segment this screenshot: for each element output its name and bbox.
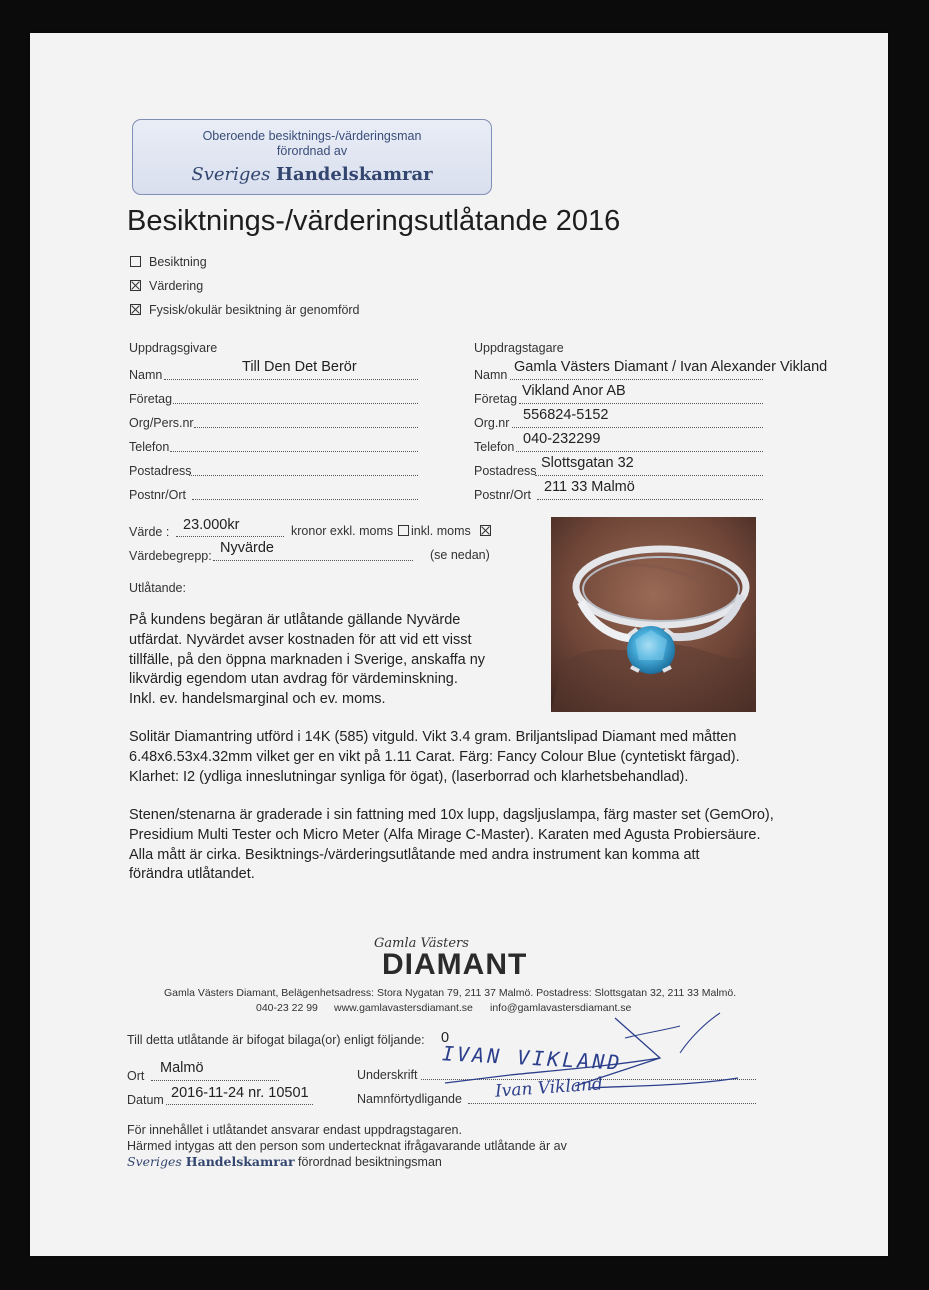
value-label: Värde : bbox=[129, 525, 170, 539]
text-line: Inkl. ev. handelsmarginal och ev. moms. bbox=[129, 691, 386, 708]
stamp-address: Gamla Västers Diamant, Belägenhetsadress: Stora Nygatan 79, 211 37 Malmö. Postadress: Slottsgatan 32, 211 33 Malmö. bbox=[164, 987, 737, 999]
certificate-sheet bbox=[30, 33, 888, 1256]
value-inkl bbox=[398, 524, 499, 538]
signature-label: Underskrift bbox=[357, 1068, 418, 1082]
place-label: Ort bbox=[127, 1069, 145, 1083]
footer-line3-tail: förordnad besiktningsman bbox=[298, 1155, 442, 1169]
printed-name-value: Ivan Vikland bbox=[494, 1074, 604, 1102]
text-line: Alla mått är cirka. Besiktnings-/värderingsutlåtande med andra instrument kan komma att bbox=[129, 846, 700, 863]
contractor-orgnr-value: 556824-5152 bbox=[523, 407, 609, 423]
footer-org-a: Sveriges bbox=[127, 1154, 182, 1169]
checked-box-icon bbox=[130, 304, 141, 315]
contractor-company-value: Vikland Anor AB bbox=[522, 383, 626, 399]
basis-note: (se nedan) bbox=[430, 548, 490, 562]
footer-org-b: Handelskamrar bbox=[185, 1154, 295, 1169]
badge-line1: Oberoende besiktnings-/värderingsman bbox=[202, 129, 422, 143]
contractor-name-line bbox=[510, 379, 763, 380]
contractor-name-value: Gamla Västers Diamant / Ivan Alexander Vikland bbox=[514, 359, 828, 375]
contractor-address-line bbox=[535, 475, 763, 476]
text-line: Klarhet: I2 (ydliga inneslutningar synliga för ögat), (laserborrad och klarhetsbehandlad). bbox=[129, 768, 689, 785]
client-heading: Uppdragsgivare bbox=[129, 341, 218, 355]
contractor-orgnr-label: Org.nr bbox=[474, 416, 510, 430]
check-label: Värdering bbox=[149, 279, 204, 293]
text-line: Stenen/stenarna är graderade i sin fattning med 10x lupp, dagsljuslampa, färg master set (GemOro), bbox=[129, 807, 774, 823]
checked-box-icon bbox=[480, 525, 491, 536]
contractor-name-label: Namn bbox=[474, 368, 508, 382]
method-paragraph bbox=[129, 806, 869, 885]
contractor-company-label: Företag bbox=[474, 392, 518, 406]
text-line: Presidium Multi Tester och Micro Meter (Alfa Mirage C-Master). Karaten med Agusta Probiersäure. bbox=[129, 826, 761, 843]
ring-photo bbox=[551, 517, 756, 712]
date-label: Datum bbox=[127, 1093, 164, 1107]
client-company-line bbox=[173, 403, 418, 404]
stamp-web: www.gamlavastersdiamant.se bbox=[334, 1002, 473, 1014]
client-postal-line bbox=[192, 499, 418, 500]
value-amount: 23.000kr bbox=[183, 517, 240, 533]
client-phone-line bbox=[170, 451, 418, 452]
text-line: Solitär Diamantring utförd i 14K (585) vitguld. Vikt 3.4 gram. Briljantslipad Diamant med måtten bbox=[129, 729, 737, 745]
client-postal-label: Postnr/Ort bbox=[129, 488, 186, 502]
badge-org-b: Handelskamrar bbox=[276, 164, 433, 185]
value-exkl-label: kronor exkl. moms bbox=[291, 524, 394, 538]
check-besiktning bbox=[130, 255, 207, 269]
place-value: Malmö bbox=[160, 1060, 204, 1076]
page-title: Besiktnings-/värderingsutlåtande 2016 bbox=[127, 205, 621, 237]
basis-label: Värdebegrepp: bbox=[129, 549, 212, 563]
contractor-phone-line bbox=[516, 451, 763, 452]
badge-line2: förordnad av bbox=[276, 144, 348, 158]
basis-line bbox=[213, 560, 413, 561]
contractor-phone-label: Telefon bbox=[474, 440, 515, 454]
text-line: förändra utlåtandet. bbox=[129, 866, 255, 883]
ring-photo-image bbox=[551, 517, 756, 712]
client-company-label: Företag bbox=[129, 392, 173, 406]
text-line: På kundens begäran är utlåtande gällande Nyvärde bbox=[129, 612, 461, 628]
footer-line3 bbox=[127, 1154, 442, 1169]
value-line bbox=[176, 536, 284, 537]
logo-diamant: DIAMANT bbox=[382, 948, 528, 981]
printed-name-label: Namnförtydligande bbox=[357, 1092, 462, 1106]
check-label: Besiktning bbox=[149, 255, 207, 269]
signature-text: IVAN VIKLAND bbox=[441, 1041, 624, 1075]
printed-name-line bbox=[468, 1103, 756, 1104]
footer-line1: För innehållet i utlåtandet ansvarar endast uppdragstagaren. bbox=[127, 1123, 462, 1137]
basis-value: Nyvärde bbox=[220, 540, 274, 556]
contractor-postal-label: Postnr/Ort bbox=[474, 488, 531, 502]
client-orgnr-line bbox=[194, 427, 418, 428]
stamp-email: info@gamlavastersdiamant.se bbox=[490, 1002, 632, 1014]
contractor-address-value: Slottsgatan 32 bbox=[541, 455, 634, 471]
statement-paragraph-1 bbox=[129, 611, 529, 710]
attachments-value: 0 bbox=[441, 1030, 450, 1046]
client-orgnr-label: Org/Pers.nr bbox=[129, 416, 194, 430]
value-inkl-label: inkl. moms bbox=[411, 524, 471, 538]
chamber-badge bbox=[132, 119, 492, 195]
place-line bbox=[151, 1080, 279, 1081]
badge-org bbox=[133, 164, 491, 185]
contractor-company-line bbox=[519, 403, 763, 404]
client-phone-label: Telefon bbox=[129, 440, 170, 454]
logo-script: Gamla Västers bbox=[374, 936, 469, 951]
checkbox-icon bbox=[398, 525, 409, 536]
client-address-label: Postadress bbox=[129, 464, 192, 478]
contractor-heading: Uppdragstagare bbox=[474, 341, 564, 355]
date-line bbox=[166, 1104, 313, 1105]
footer-org bbox=[127, 1154, 295, 1169]
statement-label: Utlåtande: bbox=[129, 581, 186, 595]
contractor-postal-value: 211 33 Malmö bbox=[544, 479, 635, 495]
text-line: tillfälle, på den öppna marknaden i Sverige, anskaffa ny bbox=[129, 651, 486, 668]
client-name-value: Till Den Det Berör bbox=[242, 359, 357, 375]
client-name-label: Namn bbox=[129, 368, 163, 382]
client-address-line bbox=[189, 475, 418, 476]
contractor-orgnr-line bbox=[512, 427, 763, 428]
footer-line2: Härmed intygas att den person som undertecknat ifrågavarande utlåtande är av bbox=[127, 1139, 567, 1153]
checkbox-icon bbox=[130, 256, 141, 267]
text-line: utfärdat. Nyvärdet avser kostnaden för att vid ett visst bbox=[129, 631, 472, 648]
attachments-label: Till detta utlåtande är bifogat bilaga(or) enligt följande: bbox=[127, 1033, 425, 1047]
text-line: likvärdig egendom utan avdrag för värdeminskning. bbox=[129, 671, 458, 688]
checked-box-icon bbox=[130, 280, 141, 291]
check-fysisk bbox=[130, 303, 360, 317]
text-line: 6.48x6.53x4.32mm vilket ger en vikt på 1.11 Carat. Färg: Fancy Colour Blue (cyntetiskt färgad). bbox=[129, 748, 740, 765]
client-name-line bbox=[164, 379, 418, 380]
description-paragraph bbox=[129, 728, 869, 787]
check-label: Fysisk/okulär besiktning är genomförd bbox=[149, 303, 360, 317]
date-value: 2016-11-24 nr. 10501 bbox=[171, 1085, 309, 1101]
check-vardering bbox=[130, 279, 203, 293]
contractor-address-label: Postadress bbox=[474, 464, 537, 478]
contractor-postal-line bbox=[537, 499, 763, 500]
badge-org-a: Sveriges bbox=[191, 164, 271, 185]
contractor-phone-value: 040-232299 bbox=[523, 431, 601, 447]
stamp-phone: 040-23 22 99 bbox=[256, 1002, 318, 1014]
